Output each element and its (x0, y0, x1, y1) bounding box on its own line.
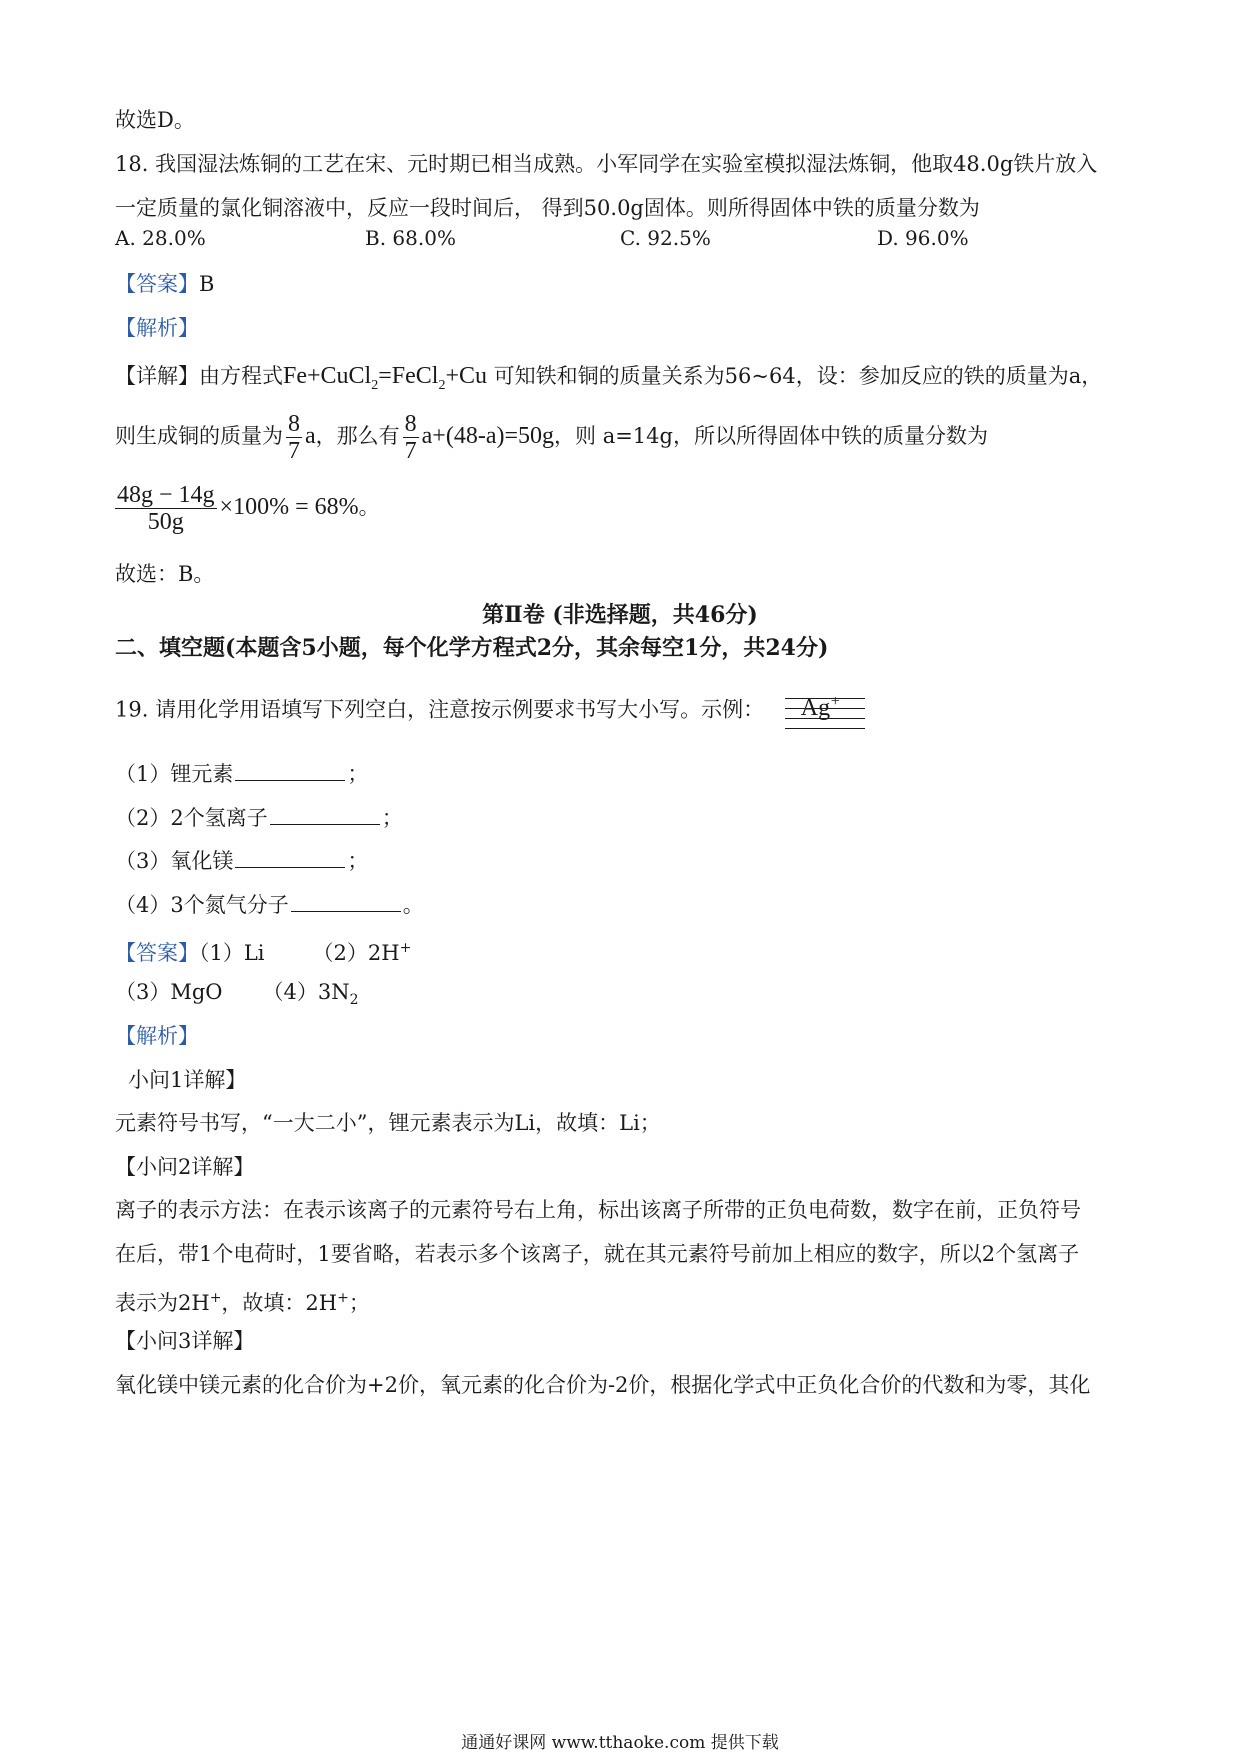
answer-blank (235, 760, 345, 781)
fraction: $\frac{8}{7}$ (288, 411, 300, 464)
q18-detail-line2 (115, 410, 988, 464)
q19-item-1: （1）锂元素 ； (115, 762, 369, 786)
fraction: $\frac{8}{7}$ (404, 411, 417, 464)
percent-fraction: $\frac{48g - 14g}{50g}$ (117, 482, 215, 535)
q19-item-3: （3）氧化镁 ； (115, 849, 369, 873)
detail-text: 由方程式 (199, 364, 283, 388)
q18-option-d: D. 96.0% (877, 226, 969, 250)
q18-option-c: C. 92.5% (620, 226, 711, 250)
section-subtitle: 二、填空题(本题含5小题，每个化学方程式2分，其余每空1分，共24分) (115, 635, 829, 661)
detail-text: ，则 a=14g，所以所得固体中铁的质量分数为 (554, 424, 988, 448)
q19-analysis-tag: 【解析】 (115, 1024, 199, 1048)
answer-tag: 【答案】 (115, 272, 199, 296)
q18-analysis-tag: 【解析】 (115, 316, 199, 340)
reaction-equation: Fe+CuCl$_2$=FeCl$_2$+Cu (283, 363, 487, 393)
q19-sub1-title: 小问1详解】 (128, 1068, 247, 1092)
prev-conclusion: 故选D。 (115, 108, 195, 132)
q19-answer-line2: （3）MgO $(4)3N_2$ (115, 980, 359, 1009)
q19-item-2: （2）2个氢离子 ； (115, 806, 403, 830)
equation: a+(48-a)=50g (421, 423, 555, 449)
example-box: Ag + (785, 694, 865, 728)
answer-blank (270, 804, 380, 825)
q18-option-a: A. 28.0% (115, 226, 206, 250)
q18-percent-formula: $\frac{48g - 14g}{50g}$ ×100% = 68%。 (117, 482, 380, 535)
q19-sub3-text: 氧化镁中镁元素的化合价为+2价，氧元素的化合价为-2价，根据化学式中正负化合价的代数和为零，其化 (115, 1373, 1091, 1397)
answer-blank (235, 847, 345, 868)
q18-stem-line2: 一定质量的氯化铜溶液中，反应一段时间后， 得到50.0g固体。则所得固体中铁的质量分数为 (115, 196, 980, 220)
answer-blank (291, 891, 401, 912)
q19-sub2-text3: 表示为2H+，故填：2H+； (115, 1290, 370, 1315)
q18-stem-line1: 18. 我国湿法炼铜的工艺在宋、元时期已相当成熟。小军同学在实验室模拟湿法炼铜，他取48.0g铁片放入 (115, 152, 1098, 176)
q19-sub3-title: 【小问3详解】 (115, 1329, 255, 1353)
detail-tag: 【详解】 (115, 364, 199, 388)
q18-conclusion: 故选：B。 (115, 562, 215, 586)
q19-sub2-text2: 在后，带1个电荷时，1要省略，若表示多个该离子，就在其元素符号前加上相应的数字，所以2个氢离子 (115, 1242, 1080, 1266)
detail-text: 可知铁和铜的质量关系为56~64，设：参加反应的铁的质量为a， (493, 364, 1103, 388)
q19-answer-line1: 【答案】（1）Li （2）2H+ (115, 940, 412, 965)
q19-sub2-text1: 离子的表示方法：在表示该离子的元素符号右上角，标出该离子所带的正负电荷数，数字在前，正负符号 (115, 1198, 1081, 1222)
variable: a (305, 423, 316, 449)
detail-text: ，那么有 (315, 424, 400, 448)
q18-detail-line1 (115, 362, 1102, 400)
page-footer: 通通好课网 www.tthaoke.com 提供下载 (461, 1733, 779, 1753)
q19-stem: 19. 请用化学用语填写下列空白，注意按示例要求书写大小写。示例： Ag + (115, 694, 865, 728)
q19-sub1-text: 元素符号书写，“一大二小”，锂元素表示为Li，故填：Li； (115, 1111, 661, 1135)
q18-answer (115, 270, 214, 298)
q19-item-4: （4）3个氮气分子 。 (115, 893, 424, 917)
q18-option-b: B. 68.0% (365, 226, 456, 250)
percent-result: ×100% = 68% (219, 494, 359, 520)
answer-value: B (199, 272, 215, 296)
detail-text: 则生成铜的质量为 (115, 424, 283, 448)
q19-sub2-title: 【小问2详解】 (115, 1155, 255, 1179)
section-title: 第Ⅱ卷 (非选择题，共46分) (482, 602, 758, 628)
